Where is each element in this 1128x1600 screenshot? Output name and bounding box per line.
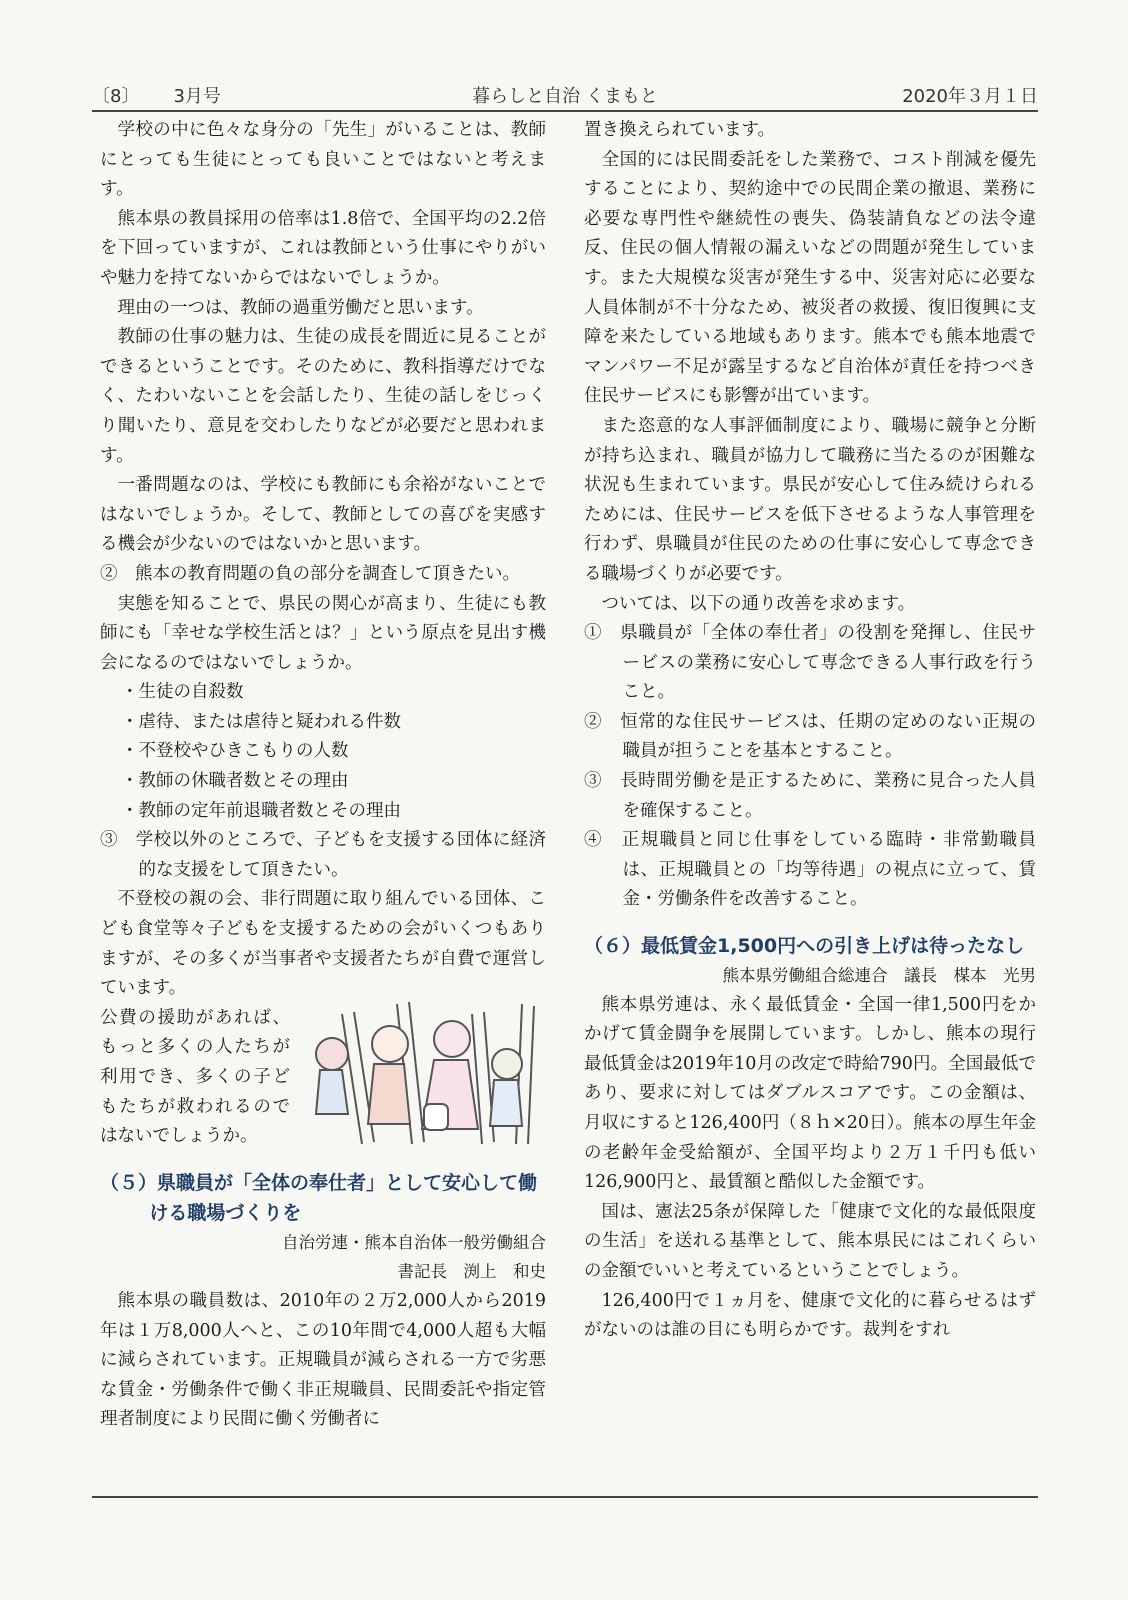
footer-rule bbox=[92, 1496, 1038, 1498]
byline-author: 書記長 渕上 和史 bbox=[397, 1262, 546, 1282]
byline-author: 熊本県労働組合総連合 議長 楳本 光男 bbox=[722, 966, 1036, 986]
paragraph: 熊本県の教員採用の倍率は1.8倍で、全国平均の2.2倍を下回っていますが、これは教師という仕事にやりがいや魅力を持てないからではないでしょうか。 bbox=[100, 208, 546, 288]
numbered-item: ④ 正規職員と同じ仕事をしている臨時・非常勤職員は、正規職員との「均等待遇」の視点に立って、賃金・労働条件を改善すること。 bbox=[584, 830, 1036, 910]
paragraph: また恣意的な人事評価制度により、職場に競争と分断が持ち込まれ、職員が協力して職務に当たるのが困難な状況も生まれています。県民が安心して住み続けられるためには、住民サービスを低下させるような人事管理を行わず、県職員が住民のための仕事に安心して専念できる職場づくりが必要です。 bbox=[584, 415, 1036, 584]
right-column bbox=[584, 116, 1036, 1346]
paragraph: 全国的には民間委託をした業務で、コスト削減を優先することにより、契約途中での民間企業の撤退、業務に必要な専門性や継続性の喪失、偽装請負などの法令違反、住民の個人情報の漏えいなどの問題が発生しています。また大規模な災害が発生する中、災害対応に必要な人員体制が不十分なため、被災者の救援、復旧復興に支障を来たしている地域もあります。熊本でも熊本地震でマンパワー不足が露呈するなど自治体が責任を持つべき住民サービスにも影響が出ています。 bbox=[584, 149, 1036, 407]
numbered-item: ① 県職員が「全体の奉仕者」の役割を発揮し、住民サービスの業務に安心して専念できる人事行政を行うこと。 bbox=[584, 623, 1036, 703]
paragraph: 公費の援助があれば、もっと多くの人たちが利用でき、多くの子どもたちが救われるのではないでしょうか。 bbox=[100, 1007, 290, 1147]
header-rule bbox=[92, 110, 1038, 112]
publication-date: 2020年３月１日 bbox=[902, 86, 1038, 107]
list-item: ・教師の休職者数とその理由 bbox=[121, 771, 349, 792]
list-item: ・教師の定年前退職者数とその理由 bbox=[121, 800, 401, 821]
paragraph: 不登校の親の会、非行問題に取り組んでいる団体、こども食堂等々子どもを支援するための会がいくつもありますが、その多くが当事者や支援者たちが自費で運営しています。 bbox=[100, 889, 546, 999]
paragraph: 教師の仕事の魅力は、生徒の成長を間近に見ることができるということです。そのために、教科指導だけでなく、たわいないことを会話したり、生徒の話しをじっくり聞いたり、意見を交わしたりなどが必要だと思われます。 bbox=[100, 327, 546, 466]
paragraph: 一番問題なのは、学校にも教師にも余裕がないことではないでしょうか。そして、教師としての喜びを実感する機会が少ないのではないかと思います。 bbox=[100, 475, 546, 555]
list-item: ・不登校やひきこもりの人数 bbox=[121, 741, 349, 762]
paragraph: 学校の中に色々な身分の「先生」がいることは、教師にとっても生徒にとっても良いことではないと考えます。 bbox=[100, 120, 546, 200]
paragraph: ついては、以下の通り改善を求めます。 bbox=[601, 593, 916, 614]
paragraph: 理由の一つは、教師の過重労働だと思います。 bbox=[117, 297, 484, 318]
list-item: ・生徒の自殺数 bbox=[121, 682, 244, 703]
newspaper-title: 暮らしと自治 くまもと bbox=[472, 86, 658, 107]
paragraph: 国は、憲法25条が保障した「健康で文化的な最低限度の生活」を送れる基準として、熊本県民にはこれくらいの金額でいいと考えているということでしょう。 bbox=[584, 1201, 1036, 1281]
numbered-item: ② 熊本の教育問題の負の部分を調査して頂きたい。 bbox=[100, 563, 520, 584]
illustration-block bbox=[100, 1004, 546, 1152]
paragraph: 熊本県労連は、永く最低賃金・全国一律1,500円をかかげて賃金闘争を展開しています。しかし、熊本の現行最低賃金は2019年10月の改定で時給790円。全国最低であり、要求に対してはダブルスコアです。この金額は、月収にすると126,400円（８ｈ×20日）。熊本の厚生年金の老齢年金受給額が、全国平均より２万１千円も低い126,900円と、最賃額と酷似した金額です。 bbox=[584, 994, 1036, 1193]
paragraph: 126,400円で１ヵ月を、健康で文化的に暮らせるはずがないのは誰の目にも明らかです。裁判をすれ bbox=[584, 1290, 1036, 1341]
left-column bbox=[100, 116, 546, 1435]
paragraph: 熊本県の職員数は、2010年の２万2,000人から2019年は１万8,000人へと、この10年間で4,000人超も大幅に減らされています。正規職員が減らされる一方で劣悪な賃金・労働条件で働く非正規職員、民間委託や指定管理者制度により民間に働く労働者に bbox=[100, 1291, 546, 1430]
numbered-item: ③ 学校以外のところで、子どもを支援する団体に経済的な支援をして頂きたい。 bbox=[100, 830, 546, 880]
paragraph: 実態を知ることで、県民の関心が高まり、生徒にも教師にも「幸せな学校生活とは？」という原点を見出す機会になるのではないでしょうか。 bbox=[100, 593, 546, 673]
numbered-item: ② 恒常的な住民サービスは、任期の定めのない正規の職員が担うことを基本とすること。 bbox=[584, 711, 1036, 762]
page-number: 〔8〕 bbox=[92, 86, 140, 107]
page-header bbox=[92, 76, 1038, 110]
bullet-list bbox=[100, 678, 546, 826]
issue-label: 3月号 bbox=[173, 86, 221, 107]
section-heading: （５）県職員が「全体の奉仕者」として安心して働ける職場づくりを bbox=[100, 1171, 538, 1224]
byline-organization: 自治労連・熊本自治体一般労働組合 bbox=[282, 1232, 546, 1252]
list-item: ・虐待、または虐待と疑われる件数 bbox=[121, 711, 401, 732]
section-heading: （６）最低賃金1,500円への引き上げは待ったなし bbox=[584, 935, 1025, 958]
numbered-item: ③ 長時間労働を是正するために、業務に見合った人員を確保すること。 bbox=[584, 771, 1036, 821]
children-pencils-illustration bbox=[302, 994, 550, 1154]
paragraph: 置き換えられています。 bbox=[584, 120, 776, 140]
